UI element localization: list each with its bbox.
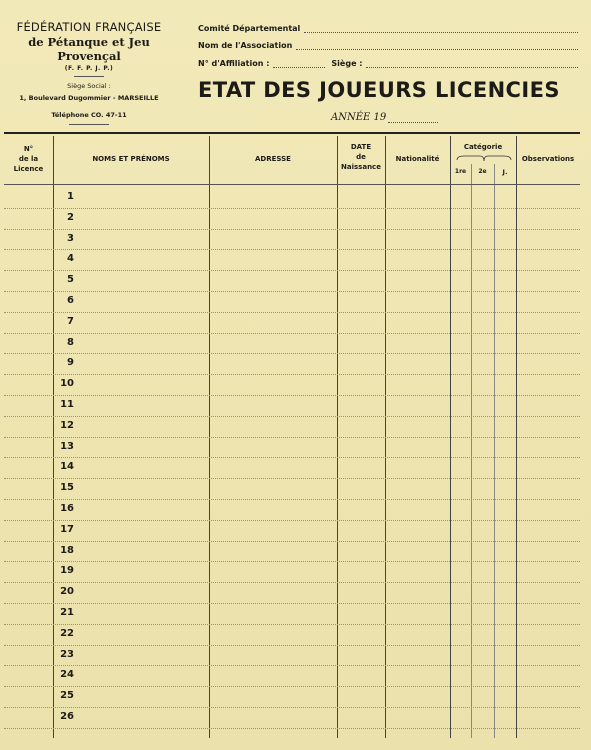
table-row[interactable] [4, 582, 580, 604]
row-number: 18 [60, 544, 74, 556]
row-number: 23 [60, 648, 74, 660]
header-licence-line: Licence [13, 165, 44, 173]
table-row[interactable] [4, 437, 580, 459]
row-number: 26 [60, 711, 74, 722]
table-row[interactable] [4, 478, 580, 500]
header-date-line: Naissance [341, 163, 381, 171]
row-number: 24 [60, 669, 74, 681]
table-row[interactable] [4, 707, 580, 729]
header-adresse: ADRESSE [255, 155, 291, 163]
table-row[interactable] [4, 603, 580, 625]
divider [69, 124, 109, 125]
table-row[interactable] [4, 353, 580, 375]
row-number: 1 [67, 191, 74, 202]
comite-field[interactable] [198, 24, 578, 33]
affiliation-label: N° d'Affiliation : [198, 59, 270, 68]
table-row[interactable] [4, 665, 580, 687]
header-catj: J. [502, 168, 508, 176]
row-number: 25 [60, 690, 74, 702]
federation-subtitle: de Pétanque et Jeu Provençal [28, 35, 150, 63]
row-number: 13 [60, 440, 74, 452]
header-observations: Observations [521, 155, 575, 163]
federation-address: 1, Boulevard Dugommier - MARSEILLE [19, 94, 159, 102]
annee-input-line[interactable] [388, 112, 438, 123]
row-number: 2 [67, 211, 74, 223]
header-date-line: DATE [350, 143, 372, 151]
row-number: 9 [67, 357, 74, 369]
table-row[interactable] [4, 312, 580, 334]
table-row[interactable] [4, 561, 580, 583]
table-row[interactable] [4, 645, 580, 667]
siege-label: Siège Social : [67, 82, 111, 90]
affiliation-input-line[interactable] [273, 59, 325, 68]
table-row[interactable] [4, 333, 580, 355]
header-date-line: de [356, 153, 366, 161]
page-title: ETAT DES JOUEURS LICENCIES [198, 78, 560, 102]
table-row[interactable] [4, 291, 580, 313]
row-number: 7 [67, 315, 74, 327]
table-row[interactable] [4, 270, 580, 292]
row-number: 6 [67, 295, 74, 306]
row-number: 10 [60, 378, 74, 390]
header-cat1: 1re [454, 168, 467, 175]
licences-table [4, 132, 580, 738]
categorie-brace-icon [456, 154, 512, 164]
association-input-line[interactable] [296, 41, 578, 50]
row-number: 12 [60, 419, 74, 431]
header-categorie: Catégorie [463, 143, 503, 151]
row-number: 8 [67, 336, 74, 348]
table-row[interactable] [4, 499, 580, 521]
table-row[interactable] [4, 187, 580, 209]
header-licence-line: de la [18, 155, 39, 163]
federation-name: FÉDÉRATION FRANÇAISE [16, 20, 162, 34]
annee-label: ANNÉE 19 [331, 112, 387, 123]
row-number: 11 [60, 399, 74, 410]
header-nationalite: Nationalité [395, 155, 440, 163]
row-number: 22 [60, 627, 74, 639]
siege-field-label: Siège : [331, 59, 363, 68]
annee-field[interactable] [331, 112, 438, 123]
table-row[interactable] [4, 457, 580, 479]
row-number: 17 [60, 523, 74, 535]
table-row[interactable] [4, 374, 580, 396]
table-row[interactable] [4, 541, 580, 563]
siege-input-line[interactable] [366, 59, 578, 68]
row-number: 5 [67, 274, 74, 286]
federation-abbr: (F. F. P. J. P.) [64, 65, 114, 72]
table-row[interactable] [4, 229, 580, 251]
table-row[interactable] [4, 395, 580, 417]
header-licence [4, 144, 53, 174]
header-licence-line: N° [23, 145, 34, 153]
header-divider [4, 184, 580, 185]
comite-input-line[interactable] [304, 24, 578, 33]
table-row[interactable] [4, 208, 580, 230]
row-number: 3 [67, 232, 74, 244]
table-row[interactable] [4, 520, 580, 542]
row-number: 14 [60, 461, 74, 473]
federation-block [0, 20, 178, 125]
table-row[interactable] [4, 416, 580, 438]
affiliation-field[interactable] [198, 59, 578, 68]
association-field[interactable] [198, 41, 578, 50]
row-number: 4 [67, 253, 74, 265]
header-noms: NOMS ET PRÉNOMS [92, 155, 170, 163]
table-row[interactable] [4, 624, 580, 646]
federation-phone: Téléphone CO. 47-11 [51, 111, 127, 119]
divider [74, 76, 104, 77]
row-number: 16 [60, 503, 74, 514]
comite-label: Comité Départemental [198, 24, 301, 33]
table-row[interactable] [4, 686, 580, 708]
table-row[interactable] [4, 249, 580, 271]
row-number: 15 [60, 482, 74, 494]
row-number: 20 [60, 586, 74, 598]
header-cat2: 2e [478, 168, 487, 175]
row-number: 21 [60, 607, 74, 618]
row-number: 19 [60, 565, 74, 577]
header-date [337, 142, 385, 172]
association-label: Nom de l'Association [198, 41, 293, 50]
